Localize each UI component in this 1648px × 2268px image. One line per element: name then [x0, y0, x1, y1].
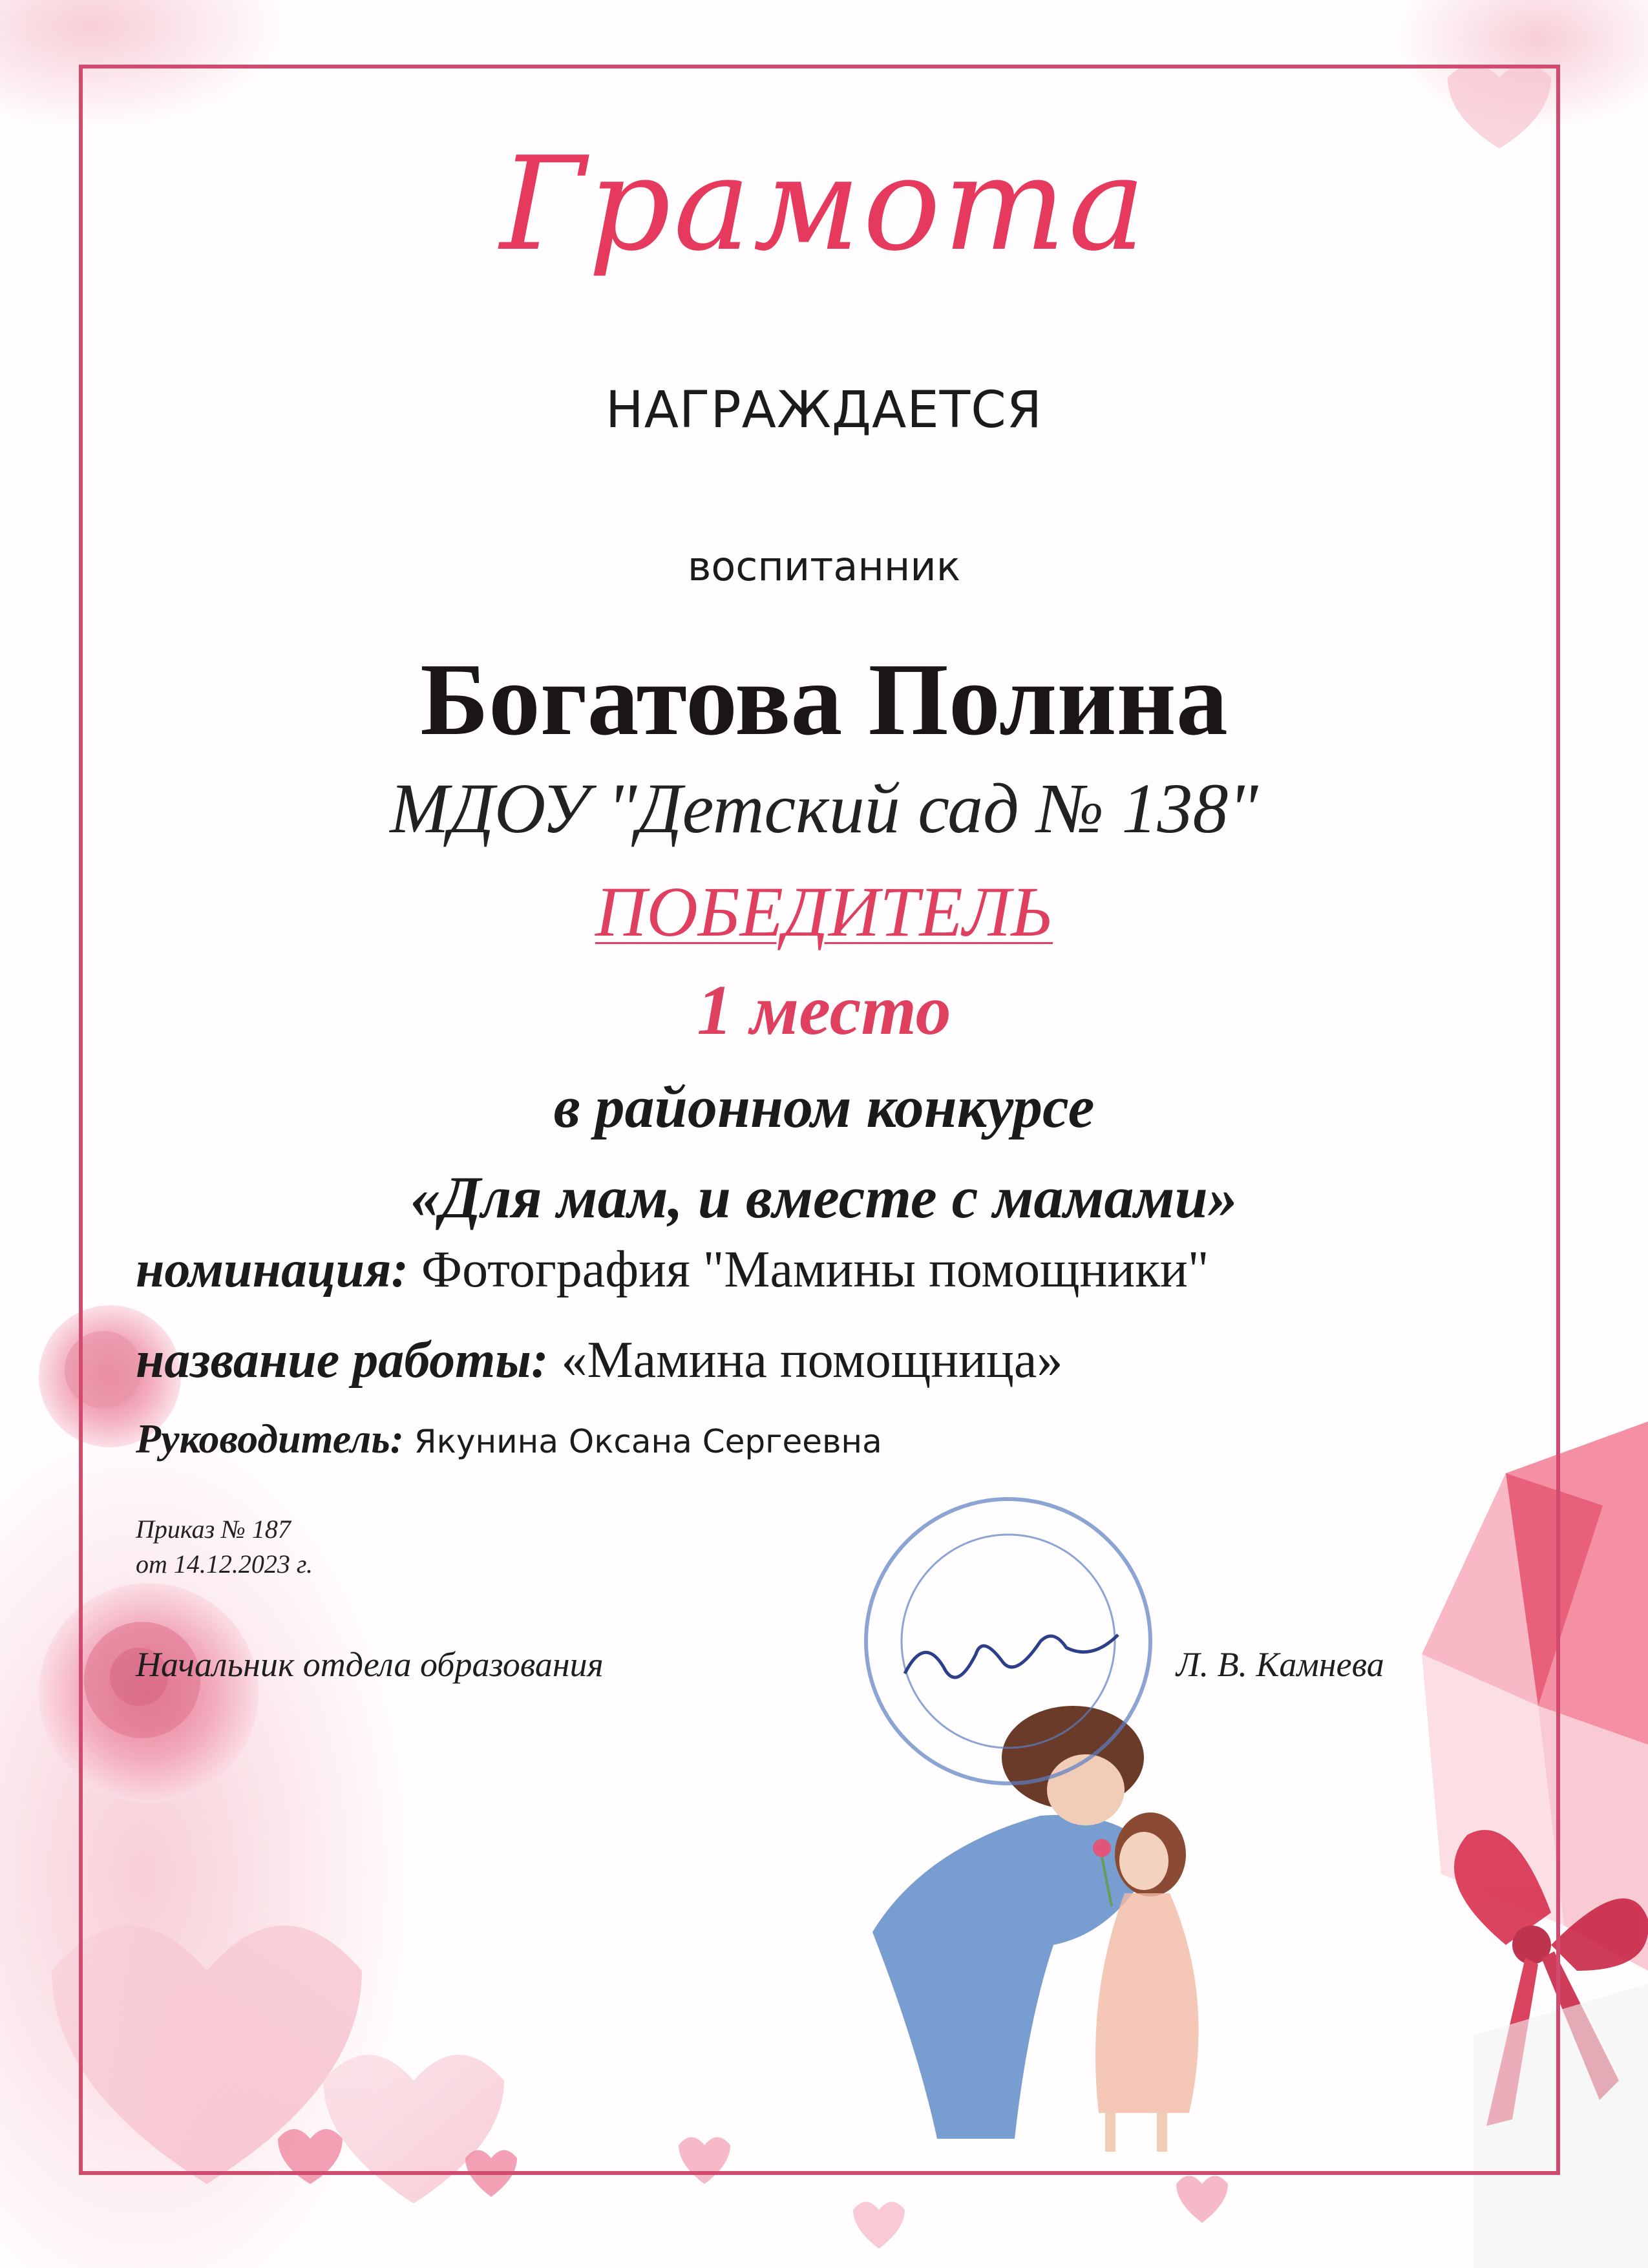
order-number: Приказ № 187 [136, 1515, 291, 1544]
work-row [136, 1331, 1062, 1390]
nomination-row [136, 1241, 1209, 1299]
place-label: 1 место [697, 971, 951, 1049]
contest-line: в районном конкурсе [553, 1074, 1095, 1140]
contest-name: «Для мам, и вместе с мамами» [410, 1164, 1238, 1230]
leader-label: Руководитель: [136, 1416, 404, 1462]
order-date: от 14.12.2023 г. [136, 1549, 313, 1579]
school-name: МДОУ "Детский сад № 138" [390, 769, 1258, 848]
leader-row [136, 1415, 882, 1463]
head-title: Начальник отдела образования [136, 1645, 604, 1684]
awarded-heading: НАГРАЖДАЕТСЯ [606, 381, 1042, 439]
order-info [136, 1512, 313, 1582]
winner-status: ПОБЕДИТЕЛЬ [595, 872, 1053, 951]
work-label: название работы: [136, 1332, 549, 1389]
head-name: Л. В. Камнева [1176, 1645, 1384, 1684]
nomination-label: номинация: [136, 1241, 408, 1298]
certificate-title: Грамота [500, 129, 1148, 280]
leader-value: Якунина Оксана Сергеевна [414, 1423, 882, 1460]
recipient-name: Богатова Полина [420, 642, 1228, 757]
work-value: «Мамина помощница» [561, 1332, 1063, 1389]
pupil-label: воспитанник [687, 543, 961, 590]
nomination-value: Фотография "Мамины помощники" [421, 1241, 1209, 1298]
